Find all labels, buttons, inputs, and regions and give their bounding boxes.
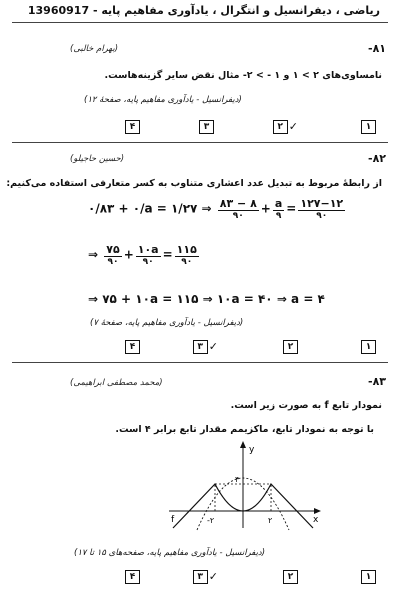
q83-option-4[interactable]: ۴ — [125, 570, 140, 584]
q82-eq1-fraction-3: $\frac{۱۲۷-۱۲}{۹۰}$ — [300, 197, 344, 221]
tick-y-4: ۴ — [235, 475, 240, 484]
q81-option-4[interactable]: ۴ — [125, 120, 140, 134]
q81-number: -۸۱ — [368, 42, 386, 55]
tick-x-pos2: ۲ — [268, 516, 273, 525]
q82-eq1-fraction-1: $\frac{۸۳ - ۸}{۹۰}$ — [219, 197, 257, 221]
q82-eq2-fraction-3: $\frac{۱۱۵}{۹۰}$ — [176, 243, 197, 267]
q82-equation-line-1: ۰/۸۳ + ۰/a = ۱/۲۷ ⇒ $\frac{۸۳ - ۸}{۹۰}$ + $\frac{a}{۹}$ = $\frac{۱۲۷-۱۲}{۹۰}$ — [88, 197, 344, 221]
q82-number: -۸۲ — [368, 152, 386, 165]
q83-correct-check-icon: ✓ — [208, 570, 218, 583]
q83-option-2[interactable]: ۲ — [283, 570, 298, 584]
q83-number: -۸۳ — [368, 375, 386, 388]
q82-option-2[interactable]: ۲ — [283, 340, 298, 354]
q82-reference: (دیفرانسیل - یادآوری مفاهیم پایه، صفحهٔ ۷) — [90, 318, 244, 328]
q82-eq1-fraction-2: $\frac{a}{۹}$ — [274, 197, 283, 221]
q82-divider — [12, 362, 388, 363]
q82-eq2-fraction-2: $\frac{۱۰a}{۹۰}$ — [137, 243, 159, 267]
q82-correct-check-icon: ✓ — [208, 340, 218, 353]
q83-reference: (دیفرانسیل - یادآوری مفاهیم پایه، صفحه‌های ۱۵ تا ۱۷) — [74, 548, 266, 558]
tick-x-neg2: -۲ — [207, 516, 215, 525]
page-header: ریاضی ، دیفرانسیل و انتگرال ، یادآوری مفاهیم پایه - 13960917 — [27, 4, 380, 17]
q82-eq1-lhs: ۰/۸۳ + ۰/a = ۱/۲۷ ⇒ — [88, 201, 212, 216]
q81-author: (بهرام خالبی) — [70, 44, 119, 54]
q81-option-2[interactable]: ۲ ✓ — [273, 120, 298, 134]
x-axis-arrow-icon — [314, 508, 321, 514]
x-axis-label: x — [313, 515, 319, 525]
q82-option-4[interactable]: ۴ — [125, 340, 140, 354]
q82-eq2-arrow: ⇒ — [88, 247, 99, 262]
q82-equation-line-2: ⇒ $\frac{۷۵}{۹۰}$ + $\frac{۱۰a}{۹۰}$ = $\frac{۱۱۵}{۹۰}$ — [88, 243, 197, 267]
y-axis-arrow-icon — [240, 441, 246, 448]
function-f-label: f — [171, 515, 175, 525]
q81-option-1[interactable]: ۱ — [361, 120, 376, 134]
q83-option-1[interactable]: ۱ — [361, 570, 376, 584]
q81-correct-check-icon: ✓ — [288, 120, 298, 133]
q81-explanation: نامساوی‌های ۲ > ۱ و ۱ - > ۲- مثال نقض سایر گزینه‌هاست. — [104, 70, 382, 81]
q81-option-3[interactable]: ۳ — [199, 120, 214, 134]
header-divider — [12, 22, 388, 23]
q81-reference: (دیفرانسیل - یادآوری مفاهیم پایه، صفحهٔ ۱۲) — [84, 95, 242, 105]
q81-divider — [12, 142, 388, 143]
y-axis-label: y — [249, 445, 255, 455]
function-graph — [165, 440, 325, 532]
q83-author: (محمد مصطفی ابراهیمی) — [70, 378, 163, 388]
q82-option-1[interactable]: ۱ — [361, 340, 376, 354]
q82-equation-line-3: ⇒ ۷۵ + ۱۰a = ۱۱۵ ⇒ ۱۰a = ۴۰ ⇒ a = ۴ — [88, 292, 325, 306]
q83-explanation-2: با توجه به نمودار تابع، ماکزیمم مقدار تابع برابر ۴ است. — [115, 424, 374, 435]
q82-eq2-fraction-1: $\frac{۷۵}{۹۰}$ — [106, 243, 120, 267]
q82-explanation: از رابطهٔ مربوط به تبدیل عدد اعشاری متناوب به کسر متعارفی استفاده می‌کنیم: — [6, 178, 382, 189]
q83-option-3[interactable]: ۳ ✓ — [193, 570, 218, 584]
q83-explanation-1: نمودار تابع f به صورت زیر است. — [230, 400, 382, 411]
q82-option-3[interactable]: ۳ ✓ — [193, 340, 218, 354]
q82-author: (حسین حاجیلو) — [70, 154, 125, 164]
